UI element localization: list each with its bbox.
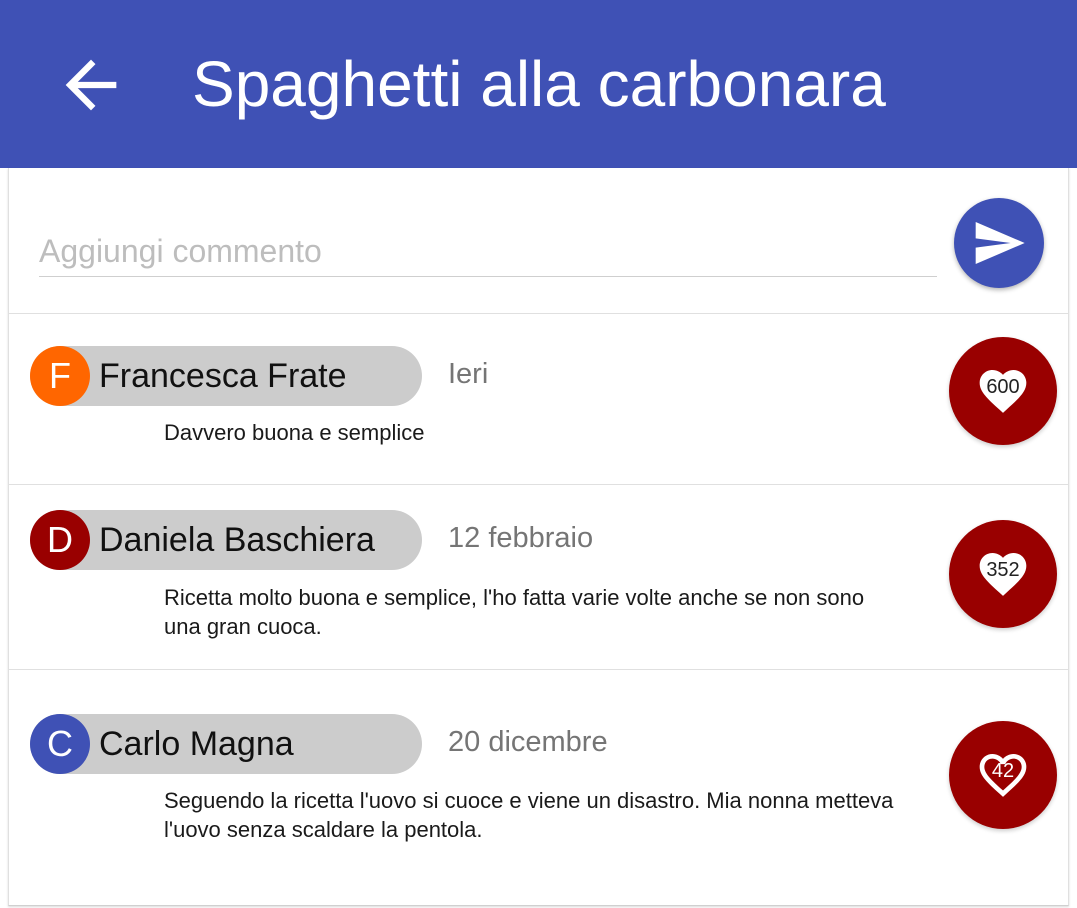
avatar: D — [30, 510, 90, 570]
like-count: 600 — [986, 376, 1020, 398]
comment-date: Ieri — [448, 358, 489, 390]
arrow-back-icon — [53, 47, 129, 123]
author-name: Daniela Baschiera — [99, 521, 375, 559]
author-chip[interactable] — [30, 714, 422, 774]
comment-date: 12 febbraio — [448, 522, 594, 554]
like-button[interactable] — [949, 337, 1057, 445]
comments-card — [8, 168, 1069, 906]
send-button[interactable] — [954, 198, 1044, 288]
author-name: Carlo Magna — [99, 725, 294, 763]
author-name: Francesca Frate — [99, 357, 347, 395]
like-count: 352 — [986, 559, 1020, 581]
comment-date: 20 dicembre — [448, 726, 608, 758]
comment-item — [9, 485, 1068, 669]
comment-text: Davvero buona e semplice — [164, 420, 425, 445]
comment-item — [9, 314, 1068, 484]
comment-text: Seguendo la ricetta l'uovo si cuoce e viene un disastro. Mia nonna metteva l'uovo senza scaldare la pentola. — [164, 788, 894, 842]
page-title: Spaghetti alla carbonara — [192, 48, 886, 120]
author-chip[interactable] — [30, 510, 422, 570]
avatar: C — [30, 714, 90, 774]
comment-input[interactable] — [39, 226, 937, 277]
app-bar — [0, 0, 1077, 168]
back-button[interactable] — [48, 42, 134, 128]
like-count: 42 — [991, 760, 1015, 782]
comment-text: Ricetta molto buona e semplice, l'ho fatta varie volte anche se non sono una gran cuoca. — [164, 585, 865, 639]
send-icon — [971, 215, 1027, 271]
author-chip[interactable] — [30, 346, 422, 406]
comment-item — [9, 670, 1068, 904]
like-button[interactable] — [949, 520, 1057, 628]
like-button[interactable] — [949, 721, 1057, 829]
avatar: F — [30, 346, 90, 406]
